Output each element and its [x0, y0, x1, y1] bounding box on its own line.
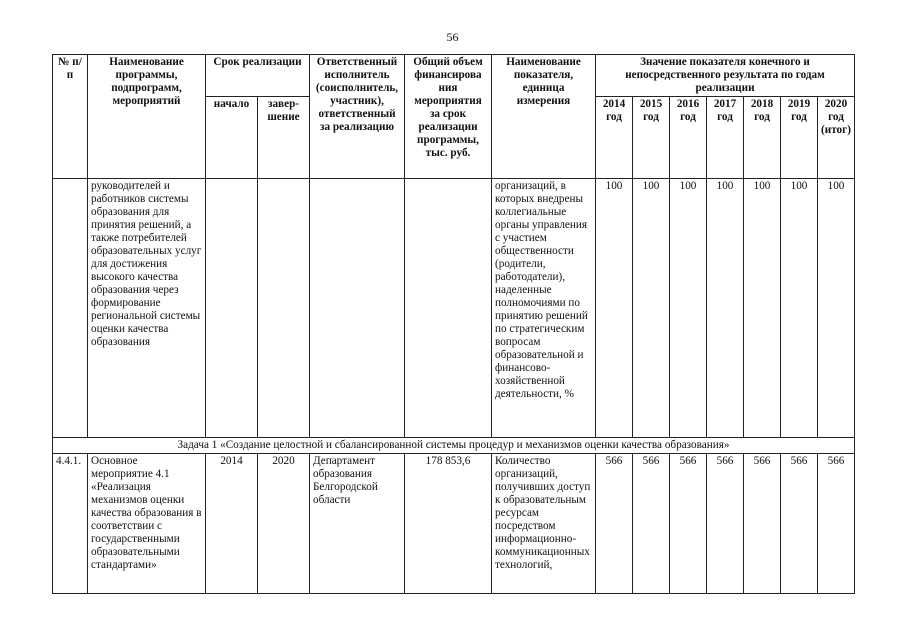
header-indicator: Наименование показателя, единица измерения [492, 55, 596, 179]
row1-value: 100 [596, 179, 633, 438]
row1-start [206, 179, 258, 438]
header-period-start: начало [206, 97, 258, 179]
row2-value: 566 [781, 454, 818, 594]
header-period-end: завер-шение [258, 97, 310, 179]
row2-responsible: Департамент образования Белгородской области [310, 454, 405, 594]
header-year: 2016 год [670, 97, 707, 179]
row1-responsible [310, 179, 405, 438]
header-year: 2014 год [596, 97, 633, 179]
row1-num [53, 179, 88, 438]
row2-value: 566 [818, 454, 855, 594]
row2-end: 2020 [258, 454, 310, 594]
task-row [53, 438, 855, 454]
header-year: 2017 год [707, 97, 744, 179]
row2-value: 566 [596, 454, 633, 594]
header-year: 2015 год [633, 97, 670, 179]
row1-value: 100 [744, 179, 781, 438]
row1-funding [405, 179, 492, 438]
row2-value: 566 [744, 454, 781, 594]
row2-num: 4.4.1. [53, 454, 88, 594]
table-row [53, 179, 855, 438]
header-year: 2018 год [744, 97, 781, 179]
header-responsible: Ответственный исполнитель (соисполнитель, участник), ответственный за реализацию [310, 55, 405, 179]
row2-value: 566 [633, 454, 670, 594]
page-number: 56 [446, 30, 459, 44]
row1-value: 100 [633, 179, 670, 438]
row1-name: руководителей и работников системы образования для принятия решений, а также потребителей образовательных услуг для достижения высокого качества образования через формирование региональной системы оценки качества образования [88, 179, 206, 438]
table-row [53, 454, 855, 594]
header-period: Срок реализации [206, 55, 310, 97]
header-funding: Общий объем финансирова ния мероприятия за срок реализации программы, тыс. руб. [405, 55, 492, 179]
header-year: 2019 год [781, 97, 818, 179]
header-name: Наименование программы, подпрограмм, мероприятий [88, 55, 206, 179]
row2-value: 566 [670, 454, 707, 594]
row1-value: 100 [707, 179, 744, 438]
header-year: 2020 год (итог) [818, 97, 855, 179]
header-values: Значение показателя конечного и непосредственного результата по годам реализации [596, 55, 855, 97]
row1-value: 100 [781, 179, 818, 438]
row2-value: 566 [707, 454, 744, 594]
row2-name: Основное мероприятие 4.1 «Реализация механизмов оценки качества образования в соответствии с государственными образовательными стандартами» [88, 454, 206, 594]
row1-value: 100 [818, 179, 855, 438]
row1-end [258, 179, 310, 438]
task-title: Задача 1 «Создание целостной и сбалансированной системы процедур и механизмов оценки качества образования» [53, 438, 855, 454]
row1-value: 100 [670, 179, 707, 438]
row2-start: 2014 [206, 454, 258, 594]
row2-indicator: Количество организаций, получивших доступ к образовательным ресурсам посредством информационно-коммуникационных технологий, [492, 454, 596, 594]
header-row-1 [53, 55, 855, 97]
header-num: № п/п [53, 55, 88, 179]
program-table [52, 54, 855, 594]
row1-indicator: организаций, в которых внедрены коллегиальные органы управления с участием общественности (родители, работодатели), наделенные полномочиями по принятию решений по стратегическим вопросам образовательной и финансово-хозяйственной деятельности, % [492, 179, 596, 438]
row2-funding: 178 853,6 [405, 454, 492, 594]
